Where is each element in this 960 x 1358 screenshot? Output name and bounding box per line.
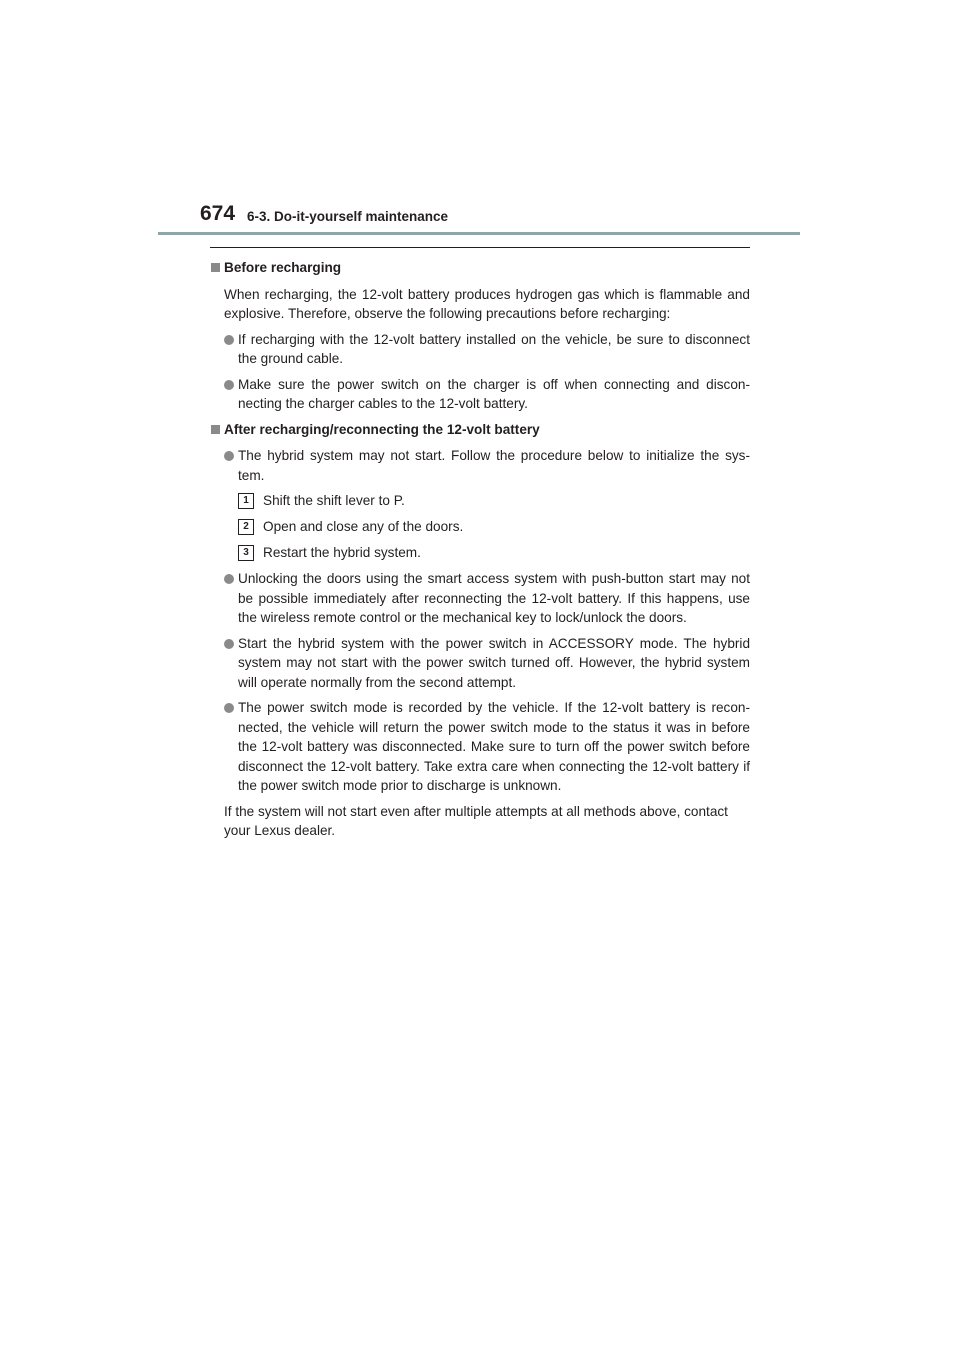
list-item	[224, 569, 750, 628]
circle-bullet-icon	[224, 574, 234, 584]
list-item	[224, 375, 750, 414]
page-content	[211, 258, 750, 841]
closing-paragraph: If the system will not start even after multiple attempts at all methods above, contact your Lexus dealer.	[224, 803, 728, 838]
header-rule	[158, 232, 800, 235]
list-item	[224, 634, 750, 693]
section-title: 6-3. Do-it-yourself maintenance	[247, 209, 449, 224]
step-number-badge: 1	[238, 493, 254, 509]
heading-text: After recharging/reconnecting the 12-volt battery	[224, 421, 540, 437]
list-item-text: Start the hybrid system with the power switch in ACCESSORY mode. The hybrid system may not start with the power switch turned off. However, the hybrid system will operate normally from the second attempt.	[238, 635, 750, 690]
list-item-text: Make sure the power switch on the charger is off when connecting and discon-necting the charger cables to the 12-volt battery.	[238, 376, 750, 411]
list-item-text: The hybrid system may not start. Follow the procedure below to initialize the sys-tem.	[238, 448, 750, 483]
step-number-badge: 3	[238, 545, 254, 561]
list-item-text: If recharging with the 12-volt battery installed on the vehicle, be sure to disconnect the ground cable.	[238, 331, 750, 366]
heading-text: Before recharging	[224, 260, 342, 275]
circle-bullet-icon	[224, 451, 234, 461]
list-item-text: The power switch mode is recorded by the vehicle. If the 12-volt battery is recon-nected, the vehicle will return the power switch mode to the status it was in before the 12-volt battery was disconnected. Make sure to turn off the power switch before disconnect the 12-volt battery. Take extra care when connecting the 12-volt battery if the power switch mode prior to discharge is unknown.	[238, 700, 750, 793]
page-number: 674	[200, 202, 236, 225]
list-item	[224, 330, 750, 369]
content-rule	[210, 247, 750, 248]
circle-bullet-icon	[224, 639, 234, 649]
list-item	[224, 446, 750, 485]
step-item	[238, 517, 750, 537]
list-item-text: Unlocking the doors using the smart access system with push-button start may not be possible immediately after reconnecting the 12-volt battery. If this happens, use the wireless remote control or the mechanical key to lock/unlock the doors.	[238, 571, 750, 625]
square-bullet-icon	[211, 263, 220, 272]
list-item	[224, 698, 750, 796]
circle-bullet-icon	[224, 335, 234, 345]
step-number-badge: 2	[238, 519, 254, 535]
heading-after-recharging	[211, 420, 750, 440]
intro-paragraph: When recharging, the 12-volt battery produces hydrogen gas which is flammable and explosive. Therefore, observe the following precautions before recharging:	[224, 286, 750, 321]
heading-before-recharging	[211, 258, 750, 278]
step-text: Restart the hybrid system.	[263, 545, 421, 560]
step-item	[238, 491, 750, 511]
step-text: Open and close any of the doors.	[263, 519, 464, 534]
step-item	[238, 543, 750, 563]
circle-bullet-icon	[224, 703, 234, 713]
step-text: Shift the shift lever to P.	[263, 493, 405, 508]
circle-bullet-icon	[224, 380, 234, 390]
square-bullet-icon	[211, 425, 220, 434]
